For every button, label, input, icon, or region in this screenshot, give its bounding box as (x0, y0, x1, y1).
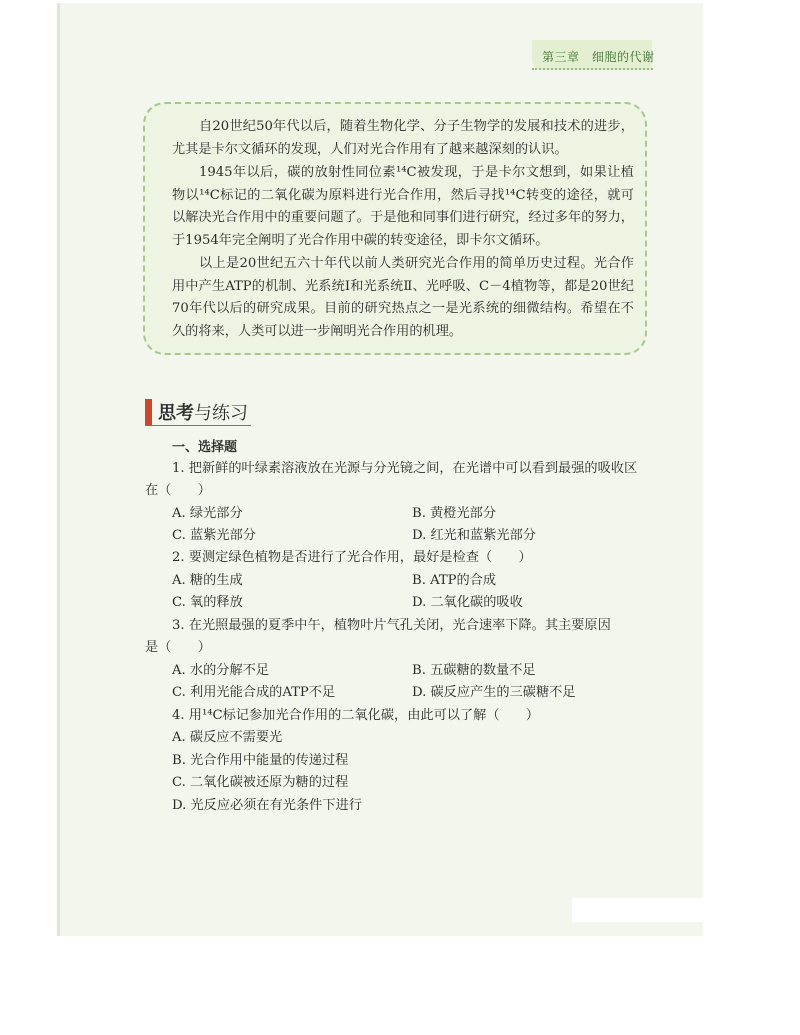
q2-option-a: A. 糖的生成 (172, 573, 243, 588)
q3-stem-line1: 3. 在光照最强的夏季中午，植物叶片气孔关闭，光合速率下降。其主要原因 (172, 618, 611, 633)
section-underline (145, 425, 251, 426)
scan-blank-patch (572, 898, 703, 922)
question-type: 一、选择题 (172, 440, 238, 455)
q4-option-b: B. 光合作用中能量的传递过程 (172, 753, 349, 768)
box-paragraph-1: 自20世纪50年代以后，随着生物化学、分子生物学的发展和技术的进步，尤其是卡尔文循环的发现，人们对光合作用有了越来越深刻的认识。 (172, 119, 634, 157)
box-paragraph-3: 以上是20世纪五六十年代以前人类研究光合作用的简单历史过程。光合作用中产生ATP的机制、光系统Ⅰ和光系统Ⅱ、光呼吸、C－4植物等，都是20世纪70年代以后的研究成果。目前的研究热点之一是光系统的细微结构。希望在不久的将来，人类可以进一步阐明光合作用的机理。 (172, 256, 634, 339)
page-edge (57, 3, 60, 936)
box-paragraph-2: 1945年以后，碳的放射性同位素¹⁴C被发现，于是卡尔文想到，如果让植物以¹⁴C标记的二氧化碳为原料进行光合作用，然后寻找¹⁴C转变的途径，就可以解决光合作用中的重要问题了。于是他和同事们进行研究，经过多年的努力，于1954年完全阐明了光合作用中碳的转变途径，即卡尔文循环。 (172, 165, 634, 248)
chapter-label: 第三章 细胞的代谢 (542, 50, 655, 64)
q2-option-c: C. 氧的释放 (172, 595, 243, 610)
q1-option-a: A. 绿光部分 (172, 506, 243, 521)
q3-stem-line2: 是（ ） (145, 640, 211, 655)
section-title-bold: 思考 (158, 403, 194, 424)
q1-option-c: C. 蓝紫光部分 (172, 528, 256, 543)
q1-option-b: B. 黄橙光部分 (412, 506, 497, 521)
q4-stem: 4. 用¹⁴C标记参加光合作用的二氧化碳，由此可以了解（ ） (172, 708, 540, 723)
q4-option-a: A. 碳反应不需要光 (172, 730, 283, 745)
q1-option-d: D. 红光和蓝紫光部分 (412, 528, 536, 543)
q2-option-d: D. 二氧化碳的吸收 (412, 595, 523, 610)
q4-option-d: D. 光反应必须在有光条件下进行 (172, 798, 362, 813)
header-divider (532, 68, 653, 70)
q3-option-d: D. 碳反应产生的三碳糖不足 (412, 685, 576, 700)
q2-option-b: B. ATP的合成 (412, 573, 497, 588)
q3-option-a: A. 水的分解不足 (172, 663, 270, 678)
q4-option-c: C. 二氧化碳被还原为糖的过程 (172, 775, 349, 790)
section-title (145, 398, 248, 426)
section-title-light: 与练习 (194, 403, 248, 424)
q1-stem-line1: 1. 把新鲜的叶绿素溶液放在光源与分光镜之间，在光谱中可以看到最强的吸收区 (172, 461, 638, 476)
q3-option-c: C. 利用光能合成的ATP不足 (172, 685, 336, 700)
q1-stem-line2: 在（ ） (145, 483, 211, 498)
q3-option-b: B. 五碳糖的数量不足 (412, 663, 536, 678)
q2-stem: 2. 要测定绿色植物是否进行了光合作用，最好是检查（ ） (172, 550, 532, 565)
section-marker (145, 399, 152, 425)
